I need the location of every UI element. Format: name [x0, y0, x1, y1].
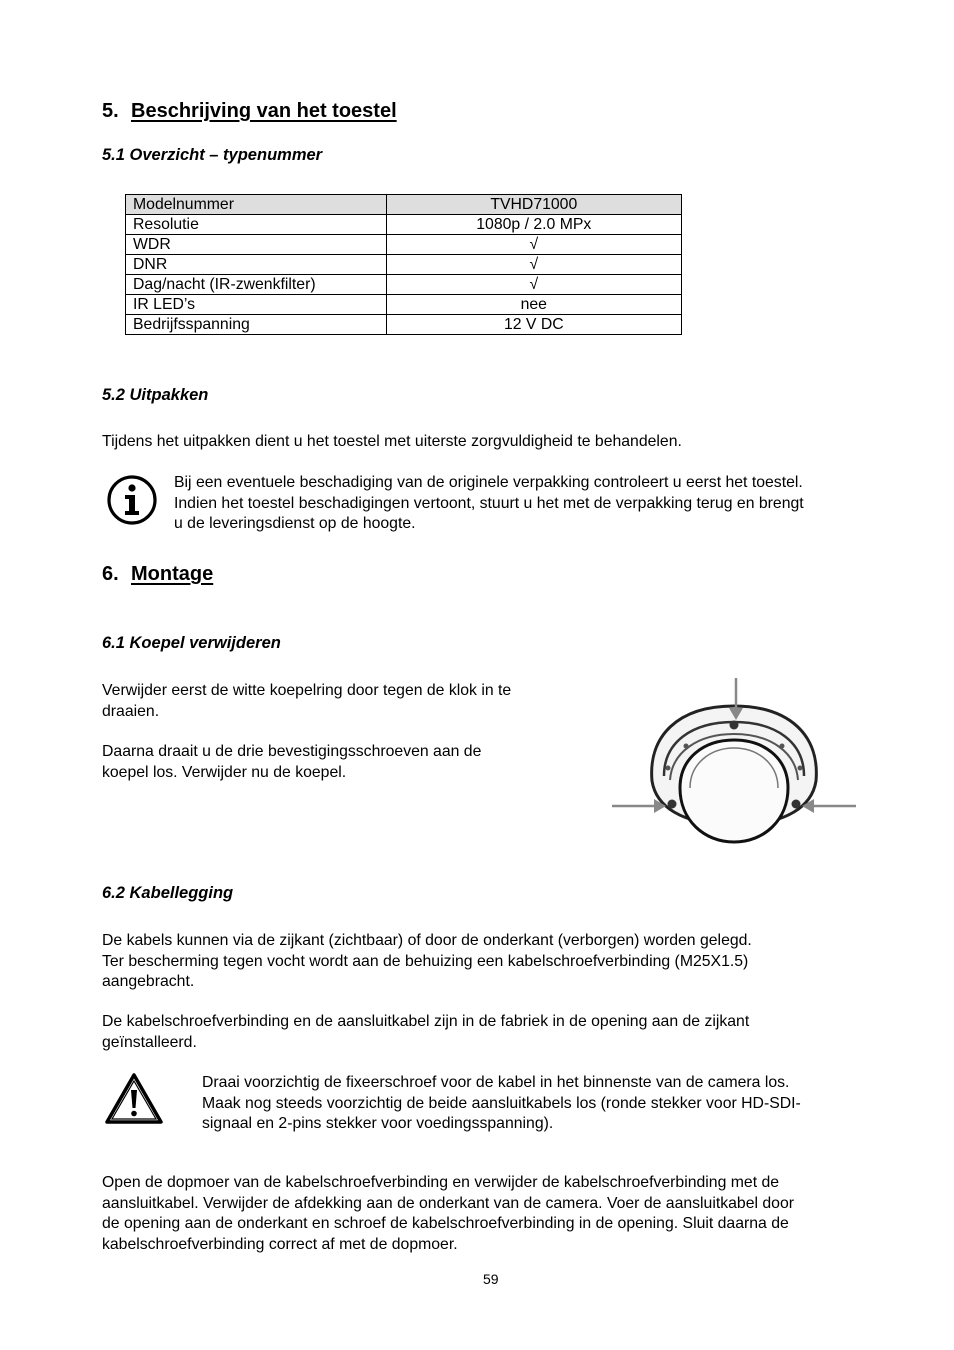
subsection-5-2-title: 5.2 Uitpakken [102, 386, 209, 404]
spec-table [125, 194, 682, 335]
paragraph-line: Daarna draait u de drie bevestigingsschroeven aan de [102, 743, 482, 760]
info-note-line: Indien het toestel beschadigingen vertoont, stuurt u het met de verpakking terug en brengt [174, 494, 804, 512]
table-cell-value: √ [386, 235, 681, 255]
table-row [126, 195, 682, 215]
warning-note-line: Maak nog steeds voorzichtig de beide aansluitkabels los (ronde stekker voor HD-SDI- [202, 1094, 801, 1112]
section-6-title: Montage [131, 563, 214, 585]
table-row [126, 235, 682, 255]
info-note [174, 473, 894, 535]
warning-note [202, 1073, 902, 1135]
table-cell-label: WDR [126, 235, 387, 255]
table-cell-label: DNR [126, 255, 387, 275]
table-cell-label: Bedrijfsspanning [126, 315, 387, 335]
warning-triangle-icon [104, 1072, 164, 1126]
table-cell-label: Dag/nacht (IR-zwenkfilter) [126, 275, 387, 295]
paragraph-line: koepel los. Verwijder nu de koepel. [102, 763, 347, 781]
warning-note-line: Draai voorzichtig de fixeerschroef voor de kabel in het binnenste van de camera los. [202, 1074, 790, 1091]
info-note-line: Bij een eventuele beschadiging van de originele verpakking controleert u eerst het toestel. [174, 474, 803, 491]
subsection-5-1-title: 5.1 Overzicht – typenummer [102, 146, 323, 164]
table-cell-value: nee [386, 295, 681, 315]
paragraph-line: Open de dopmoer van de kabelschroefverbinding en verwijder de kabelschroefverbinding met de [102, 1174, 780, 1191]
table-cell-value: TVHD71000 [386, 195, 681, 215]
paragraph-line: draaien. [102, 702, 160, 720]
paragraph-line: de opening aan de onderkant en schroef de kabelschroefverbinding in de opening. Sluit daarna de [102, 1215, 789, 1232]
subsection-6-2-title: 6.2 Kabellegging [102, 884, 234, 902]
paragraph-line: De kabelschroefverbinding en de aansluitkabel zijn in de fabriek in de opening aan de zijkant [102, 1013, 750, 1030]
paragraph-line: De kabels kunnen via de zijkant (zichtbaar) of door de onderkant (verborgen) worden gelegd. [102, 932, 752, 949]
table-row [126, 295, 682, 315]
table-row [126, 315, 682, 335]
table-cell-value: 1080p / 2.0 MPx [386, 215, 681, 235]
section-6-heading [102, 563, 213, 586]
dome-removal-text [102, 681, 582, 783]
section-6-number: 6. [102, 563, 119, 585]
unpack-intro: Tijdens het uitpakken dient u het toestel met uiterste zorgvuldigheid te behandelen. [102, 433, 682, 450]
cable-paragraph-3 [102, 1173, 912, 1255]
table-row [126, 255, 682, 275]
cable-paragraph-2 [102, 1012, 902, 1053]
table-cell-label: Modelnummer [126, 195, 387, 215]
info-note-line: u de leveringsdienst op de hoogte. [174, 515, 416, 532]
paragraph-line: geïnstalleerd. [102, 1033, 197, 1051]
subsection-6-1-title: 6.1 Koepel verwijderen [102, 634, 281, 652]
page-number: 59 [483, 1271, 499, 1287]
paragraph-line: Verwijder eerst de witte koepelring door tegen de klok in te [102, 682, 512, 699]
table-cell-label: Resolutie [126, 215, 387, 235]
section-5-number: 5. [102, 100, 119, 122]
section-5-heading [102, 100, 397, 123]
table-row [126, 215, 682, 235]
paragraph-line: kabelschroefverbinding correct af met de dopmoer. [102, 1235, 458, 1253]
table-cell-value: 12 V DC [386, 315, 681, 335]
dome-camera-illustration [608, 676, 860, 846]
paragraph-line: aansluitkabel. Verwijder de afdekking aan de onderkant van de camera. Voer de aansluitkabel door [102, 1194, 795, 1212]
table-cell-value: √ [386, 275, 681, 295]
section-5-title: Beschrijving van het toestel [131, 100, 397, 122]
paragraph-line: aangebracht. [102, 973, 195, 990]
info-icon [106, 474, 158, 526]
table-cell-value: √ [386, 255, 681, 275]
cable-paragraph-1 [102, 931, 902, 993]
table-row [126, 275, 682, 295]
table-cell-label: IR LED’s [126, 295, 387, 315]
warning-note-line: signaal en 2-pins stekker voor voedingsspanning). [202, 1115, 554, 1132]
paragraph-line: Ter bescherming tegen vocht wordt aan de behuizing een kabelschroefverbinding (M25X1.5) [102, 952, 749, 970]
